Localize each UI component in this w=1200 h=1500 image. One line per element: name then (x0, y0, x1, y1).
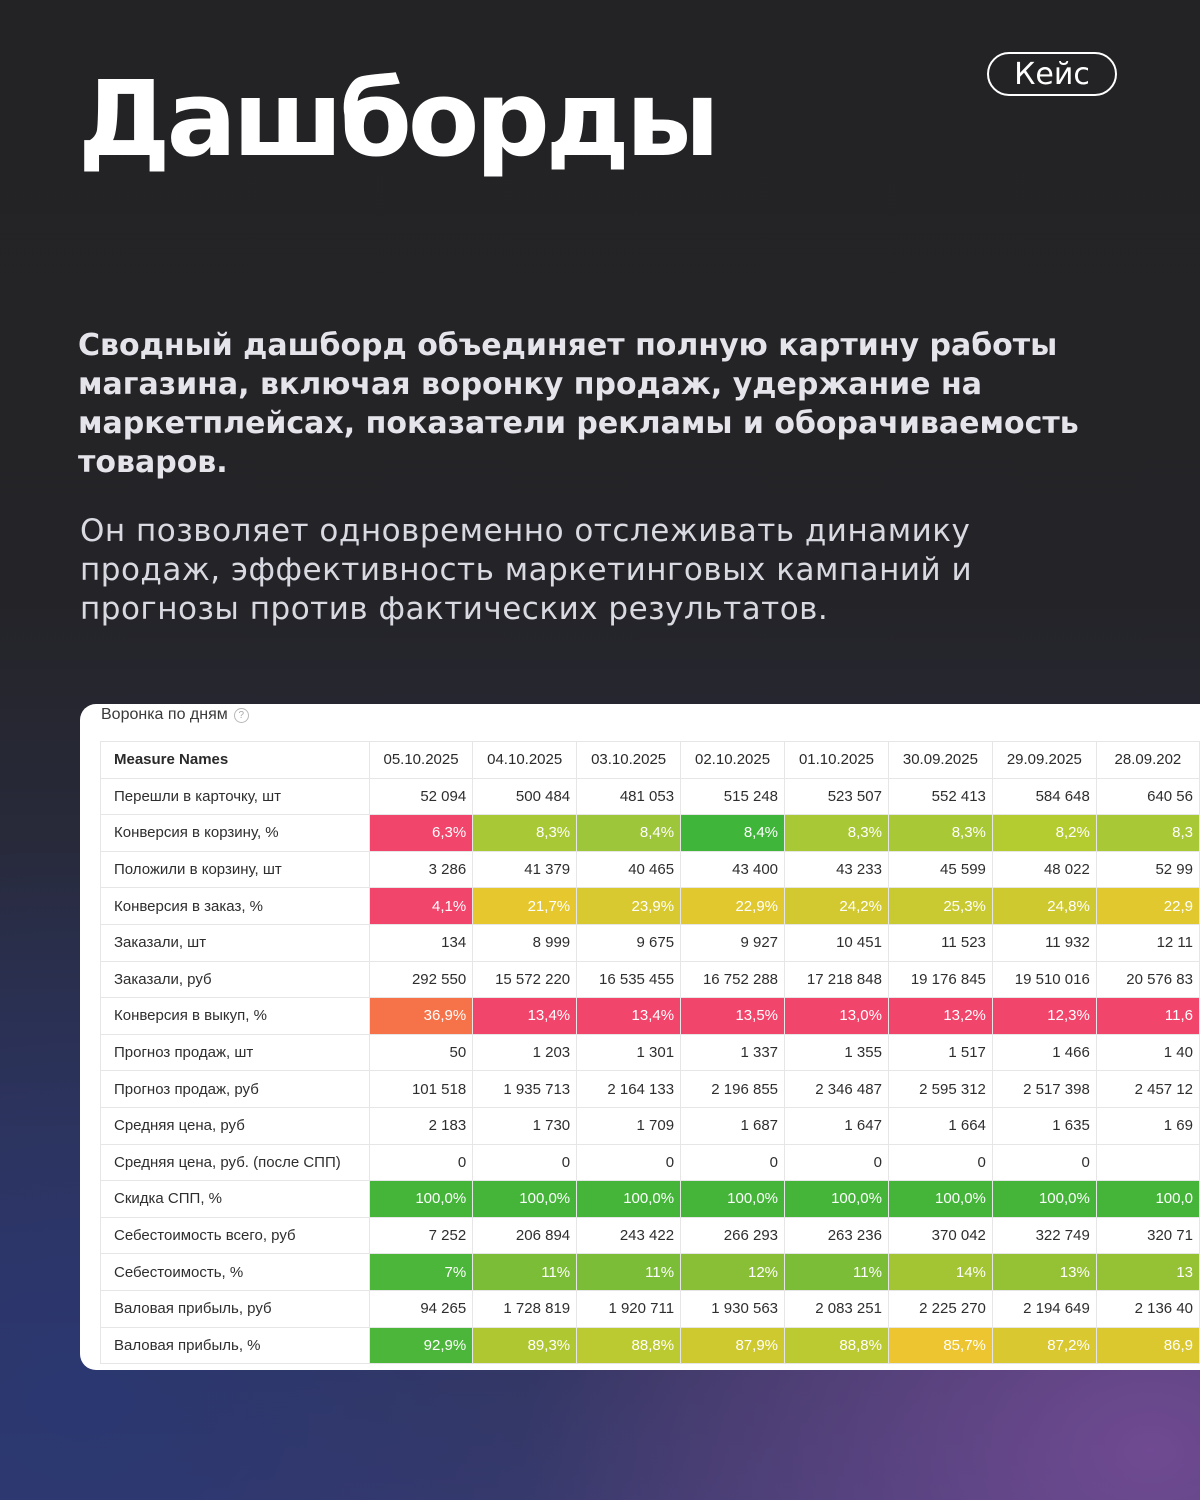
table-cell: 0 (888, 1144, 992, 1181)
table-cell: 89,3% (473, 1327, 577, 1364)
table-row (101, 1071, 1200, 1108)
table-cell: 2 183 (369, 1107, 472, 1144)
table-cell: 21,7% (473, 888, 577, 925)
table-cell: 87,2% (992, 1327, 1096, 1364)
table-cell: 2 164 133 (577, 1071, 681, 1108)
table-cell: 2 457 12 (1096, 1071, 1199, 1108)
table-cell: 11% (473, 1254, 577, 1291)
table-header-row (101, 742, 1200, 779)
table-cell: 24,8% (992, 888, 1096, 925)
table-cell: 100,0% (577, 1181, 681, 1218)
measure-name: Конверсия в заказ, % (101, 888, 370, 925)
table-cell: 92,9% (369, 1327, 472, 1364)
table-cell: 16 535 455 (577, 961, 681, 998)
table-cell: 640 56 (1096, 778, 1199, 815)
date-header[interactable]: 01.10.2025 (785, 742, 889, 779)
table-cell (1096, 1144, 1199, 1181)
table-cell: 22,9 (1096, 888, 1199, 925)
table-cell: 263 236 (785, 1217, 889, 1254)
table-cell: 8,2% (992, 815, 1096, 852)
table-cell: 1 730 (473, 1107, 577, 1144)
measure-name: Заказали, руб (101, 961, 370, 998)
table-cell: 1 635 (992, 1107, 1096, 1144)
question-circle-icon[interactable]: ? (234, 708, 249, 723)
table-cell: 4,1% (369, 888, 472, 925)
table-cell: 1 40 (1096, 1034, 1199, 1071)
table-cell: 11% (577, 1254, 681, 1291)
table-cell: 85,7% (888, 1327, 992, 1364)
table-cell: 1 69 (1096, 1107, 1199, 1144)
table-cell: 13,5% (681, 998, 785, 1035)
table-cell: 100,0 (1096, 1181, 1199, 1218)
page-title: Дашборды (78, 58, 716, 180)
table-cell: 0 (369, 1144, 472, 1181)
table-cell: 100,0% (681, 1181, 785, 1218)
table-cell: 2 595 312 (888, 1071, 992, 1108)
table-cell: 87,9% (681, 1327, 785, 1364)
case-badge: Кейс (987, 52, 1117, 96)
table-cell: 100,0% (785, 1181, 889, 1218)
measure-name: Конверсия в выкуп, % (101, 998, 370, 1035)
table-cell: 515 248 (681, 778, 785, 815)
table-row (101, 1034, 1200, 1071)
table-cell: 19 510 016 (992, 961, 1096, 998)
table-cell: 11 932 (992, 924, 1096, 961)
table-cell: 50 (369, 1034, 472, 1071)
table-cell: 1 203 (473, 1034, 577, 1071)
table-cell: 8 999 (473, 924, 577, 961)
table-cell: 1 647 (785, 1107, 889, 1144)
measure-name: Положили в корзину, шт (101, 851, 370, 888)
table-cell: 52 094 (369, 778, 472, 815)
table-cell: 13% (992, 1254, 1096, 1291)
date-header[interactable]: 05.10.2025 (369, 742, 472, 779)
table-cell: 8,4% (681, 815, 785, 852)
table-cell: 88,8% (785, 1327, 889, 1364)
measure-name: Конверсия в корзину, % (101, 815, 370, 852)
table-cell: 481 053 (577, 778, 681, 815)
table-cell: 2 136 40 (1096, 1290, 1199, 1327)
table-cell: 552 413 (888, 778, 992, 815)
table-cell: 8,4% (577, 815, 681, 852)
table-cell: 1 709 (577, 1107, 681, 1144)
table-cell: 1 728 819 (473, 1290, 577, 1327)
table-cell: 13,2% (888, 998, 992, 1035)
table-cell: 14% (888, 1254, 992, 1291)
table-cell: 8,3% (473, 815, 577, 852)
table-cell: 11,6 (1096, 998, 1199, 1035)
table-cell: 100,0% (888, 1181, 992, 1218)
table-cell: 11 523 (888, 924, 992, 961)
measure-name: Средняя цена, руб. (после СПП) (101, 1144, 370, 1181)
measure-name: Средняя цена, руб (101, 1107, 370, 1144)
table-cell: 45 599 (888, 851, 992, 888)
table-cell: 20 576 83 (1096, 961, 1199, 998)
table-cell: 584 648 (992, 778, 1096, 815)
date-header[interactable]: 04.10.2025 (473, 742, 577, 779)
table-cell: 15 572 220 (473, 961, 577, 998)
table-cell: 0 (577, 1144, 681, 1181)
table-row (101, 961, 1200, 998)
dashboard-title: Воронка по дням (101, 706, 228, 723)
table-cell: 100,0% (369, 1181, 472, 1218)
table-row (101, 1181, 1200, 1218)
table-cell: 101 518 (369, 1071, 472, 1108)
table-cell: 88,8% (577, 1327, 681, 1364)
date-header[interactable]: 30.09.2025 (888, 742, 992, 779)
measure-names-header: Measure Names (101, 742, 370, 779)
table-cell: 24,2% (785, 888, 889, 925)
table-cell: 243 422 (577, 1217, 681, 1254)
dashboard-panel (80, 704, 1200, 1370)
date-header[interactable]: 02.10.2025 (681, 742, 785, 779)
table-row (101, 778, 1200, 815)
table-cell: 10 451 (785, 924, 889, 961)
table-cell: 48 022 (992, 851, 1096, 888)
measure-name: Перешли в карточку, шт (101, 778, 370, 815)
table-cell: 100,0% (992, 1181, 1096, 1218)
table-cell: 523 507 (785, 778, 889, 815)
table-cell: 1 517 (888, 1034, 992, 1071)
table-row (101, 1290, 1200, 1327)
date-header[interactable]: 28.09.202 (1096, 742, 1199, 779)
table-cell: 36,9% (369, 998, 472, 1035)
date-header[interactable]: 29.09.2025 (992, 742, 1096, 779)
date-header[interactable]: 03.10.2025 (577, 742, 681, 779)
table-cell: 2 083 251 (785, 1290, 889, 1327)
table-cell: 370 042 (888, 1217, 992, 1254)
table-cell: 16 752 288 (681, 961, 785, 998)
table-cell: 2 517 398 (992, 1071, 1096, 1108)
table-cell: 52 99 (1096, 851, 1199, 888)
table-cell: 100,0% (473, 1181, 577, 1218)
table-cell: 1 337 (681, 1034, 785, 1071)
table-cell: 12 11 (1096, 924, 1199, 961)
table-cell: 134 (369, 924, 472, 961)
measure-name: Заказали, шт (101, 924, 370, 961)
table-cell: 0 (992, 1144, 1096, 1181)
table-cell: 43 400 (681, 851, 785, 888)
table-row (101, 1254, 1200, 1291)
table-cell: 1 466 (992, 1034, 1096, 1071)
table-row (101, 888, 1200, 925)
table-cell: 13,4% (473, 998, 577, 1035)
table-row (101, 1144, 1200, 1181)
table-cell: 0 (785, 1144, 889, 1181)
table-cell: 13 (1096, 1254, 1199, 1291)
measure-name: Себестоимость всего, руб (101, 1217, 370, 1254)
table-cell: 2 346 487 (785, 1071, 889, 1108)
measure-name: Прогноз продаж, руб (101, 1071, 370, 1108)
table-cell: 23,9% (577, 888, 681, 925)
table-row (101, 924, 1200, 961)
table-cell: 86,9 (1096, 1327, 1199, 1364)
table-cell: 12,3% (992, 998, 1096, 1035)
sub-paragraph: Он позволяет одновременно отслеживать динамику продаж, эффективность маркетинговых кампаний и прогнозы против фактических результатов. (80, 513, 973, 627)
table-cell: 17 218 848 (785, 961, 889, 998)
table-row (101, 998, 1200, 1035)
table-cell: 7 252 (369, 1217, 472, 1254)
table-cell: 0 (473, 1144, 577, 1181)
table-cell: 43 233 (785, 851, 889, 888)
table-cell: 13,4% (577, 998, 681, 1035)
table-cell: 6,3% (369, 815, 472, 852)
table-cell: 8,3% (888, 815, 992, 852)
table-cell: 94 265 (369, 1290, 472, 1327)
table-cell: 266 293 (681, 1217, 785, 1254)
table-cell: 322 749 (992, 1217, 1096, 1254)
measure-name: Скидка СПП, % (101, 1181, 370, 1218)
table-cell: 8,3% (785, 815, 889, 852)
table-cell: 1 930 563 (681, 1290, 785, 1327)
measure-name: Валовая прибыль, % (101, 1327, 370, 1364)
table-cell: 9 927 (681, 924, 785, 961)
table-row (101, 1217, 1200, 1254)
table-cell: 1 664 (888, 1107, 992, 1144)
lead-paragraph: Сводный дашборд объединяет полную картину работы магазина, включая воронку продаж, удержание на маркетплейсах, показатели рекламы и оборачиваемость товаров. (78, 328, 1079, 480)
table-cell: 292 550 (369, 961, 472, 998)
table-cell: 12% (681, 1254, 785, 1291)
table-cell: 11% (785, 1254, 889, 1291)
table-cell: 206 894 (473, 1217, 577, 1254)
table-cell: 41 379 (473, 851, 577, 888)
table-cell: 25,3% (888, 888, 992, 925)
table-cell: 320 71 (1096, 1217, 1199, 1254)
table-cell: 500 484 (473, 778, 577, 815)
table-cell: 0 (681, 1144, 785, 1181)
table-cell: 2 225 270 (888, 1290, 992, 1327)
table-cell: 1 687 (681, 1107, 785, 1144)
table-cell: 40 465 (577, 851, 681, 888)
table-row (101, 1327, 1200, 1364)
funnel-table (100, 741, 1200, 1364)
measure-name: Прогноз продаж, шт (101, 1034, 370, 1071)
table-cell: 9 675 (577, 924, 681, 961)
table-cell: 1 935 713 (473, 1071, 577, 1108)
table-cell: 22,9% (681, 888, 785, 925)
table-cell: 2 194 649 (992, 1290, 1096, 1327)
measure-name: Себестоимость, % (101, 1254, 370, 1291)
table-row (101, 815, 1200, 852)
measure-name: Валовая прибыль, руб (101, 1290, 370, 1327)
table-cell: 7% (369, 1254, 472, 1291)
table-cell: 1 355 (785, 1034, 889, 1071)
table-cell: 1 301 (577, 1034, 681, 1071)
table-row (101, 1107, 1200, 1144)
table-cell: 19 176 845 (888, 961, 992, 998)
table-cell: 3 286 (369, 851, 472, 888)
table-cell: 8,3 (1096, 815, 1199, 852)
table-cell: 1 920 711 (577, 1290, 681, 1327)
panel-header (101, 704, 249, 726)
table-cell: 2 196 855 (681, 1071, 785, 1108)
table-row (101, 851, 1200, 888)
table-cell: 13,0% (785, 998, 889, 1035)
